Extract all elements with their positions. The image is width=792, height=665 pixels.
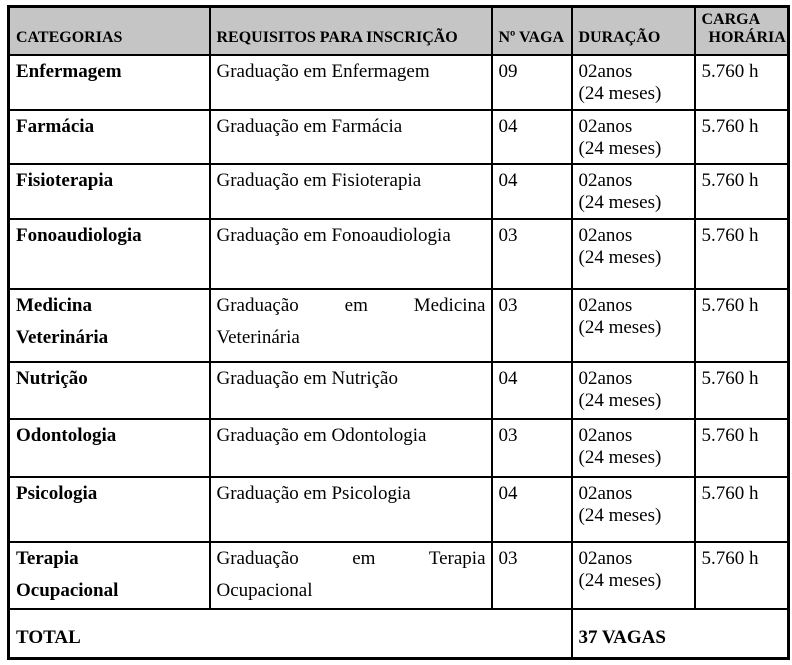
table-row — [9, 362, 789, 419]
categoria-cell: Fisioterapia — [9, 164, 210, 219]
table-row — [9, 55, 789, 110]
carga-cell: 5.760 h — [695, 164, 789, 219]
duracao-cell: 02anos (24 meses) — [572, 362, 695, 419]
vagas-cell: 04 — [492, 362, 572, 419]
carga-cell: 5.760 h — [695, 219, 789, 289]
requisito-cell: Graduação em Enfermagem — [210, 55, 492, 110]
requisito-cell: Graduação em Farmácia — [210, 110, 492, 164]
duracao-cell: 02anos (24 meses) — [572, 164, 695, 219]
table-body — [9, 55, 789, 609]
duracao-cell: 02anos (24 meses) — [572, 477, 695, 542]
duracao-cell: 02anos (24 meses) — [572, 219, 695, 289]
table-row — [9, 477, 789, 542]
requisito-cell: Graduação em Nutrição — [210, 362, 492, 419]
vagas-cell: 03 — [492, 419, 572, 477]
table-row — [9, 219, 789, 289]
total-row — [9, 609, 789, 659]
carga-header-line1: CARGA — [701, 10, 761, 28]
carga-cell: 5.760 h — [695, 542, 789, 609]
column-header-duracao: DURAÇÃO — [572, 7, 695, 55]
total-label: TOTAL — [9, 609, 572, 659]
column-header-requisitos: REQUISITOS PARA INSCRIÇÃO — [210, 7, 492, 55]
categoria-cell: Medicina Veterinária — [9, 289, 210, 362]
carga-cell: 5.760 h — [695, 55, 789, 110]
table-row — [9, 110, 789, 164]
categoria-cell: Farmácia — [9, 110, 210, 164]
column-header-categorias: CATEGORIAS — [9, 7, 210, 55]
table-row — [9, 542, 789, 609]
duracao-cell: 02anos (24 meses) — [572, 110, 695, 164]
requisito-cell: Graduação em Psicologia — [210, 477, 492, 542]
table-footer — [9, 609, 789, 659]
vacancies-table — [7, 5, 790, 660]
vagas-cell: 03 — [492, 289, 572, 362]
vagas-cell: 04 — [492, 477, 572, 542]
carga-cell: 5.760 h — [695, 110, 789, 164]
categoria-cell: Psicologia — [9, 477, 210, 542]
column-header-vagas: Nº VAGA — [492, 7, 572, 55]
categoria-cell: Enfermagem — [9, 55, 210, 110]
vagas-cell: 09 — [492, 55, 572, 110]
vagas-cell: 03 — [492, 219, 572, 289]
requisito-cell: Graduação em Fonoaudiologia — [210, 219, 492, 289]
requisito-cell: Graduação em Odontologia — [210, 419, 492, 477]
carga-cell: 5.760 h — [695, 419, 789, 477]
carga-cell: 5.760 h — [695, 477, 789, 542]
vagas-cell: 04 — [492, 110, 572, 164]
carga-header-line2: HORÁRIA — [708, 29, 786, 47]
vagas-cell: 03 — [492, 542, 572, 609]
header-row — [9, 7, 789, 55]
total-vagas-value: 37 VAGAS — [572, 609, 789, 659]
carga-cell: 5.760 h — [695, 289, 789, 362]
requisito-cell: Graduação em Medicina Veterinária — [210, 289, 492, 362]
categoria-cell: Odontologia — [9, 419, 210, 477]
categoria-cell: Nutrição — [9, 362, 210, 419]
categoria-cell: Terapia Ocupacional — [9, 542, 210, 609]
table-row — [9, 164, 789, 219]
vagas-cell: 04 — [492, 164, 572, 219]
column-header-carga-horaria — [695, 7, 789, 55]
requisito-cell: Graduação em Fisioterapia — [210, 164, 492, 219]
duracao-cell: 02anos (24 meses) — [572, 55, 695, 110]
duracao-cell: 02anos (24 meses) — [572, 419, 695, 477]
carga-cell: 5.760 h — [695, 362, 789, 419]
table-row — [9, 419, 789, 477]
duracao-cell: 02anos (24 meses) — [572, 542, 695, 609]
table-row — [9, 289, 789, 362]
requisito-cell: Graduação em Terapia Ocupacional — [210, 542, 492, 609]
duracao-cell: 02anos (24 meses) — [572, 289, 695, 362]
categoria-cell: Fonoaudiologia — [9, 219, 210, 289]
